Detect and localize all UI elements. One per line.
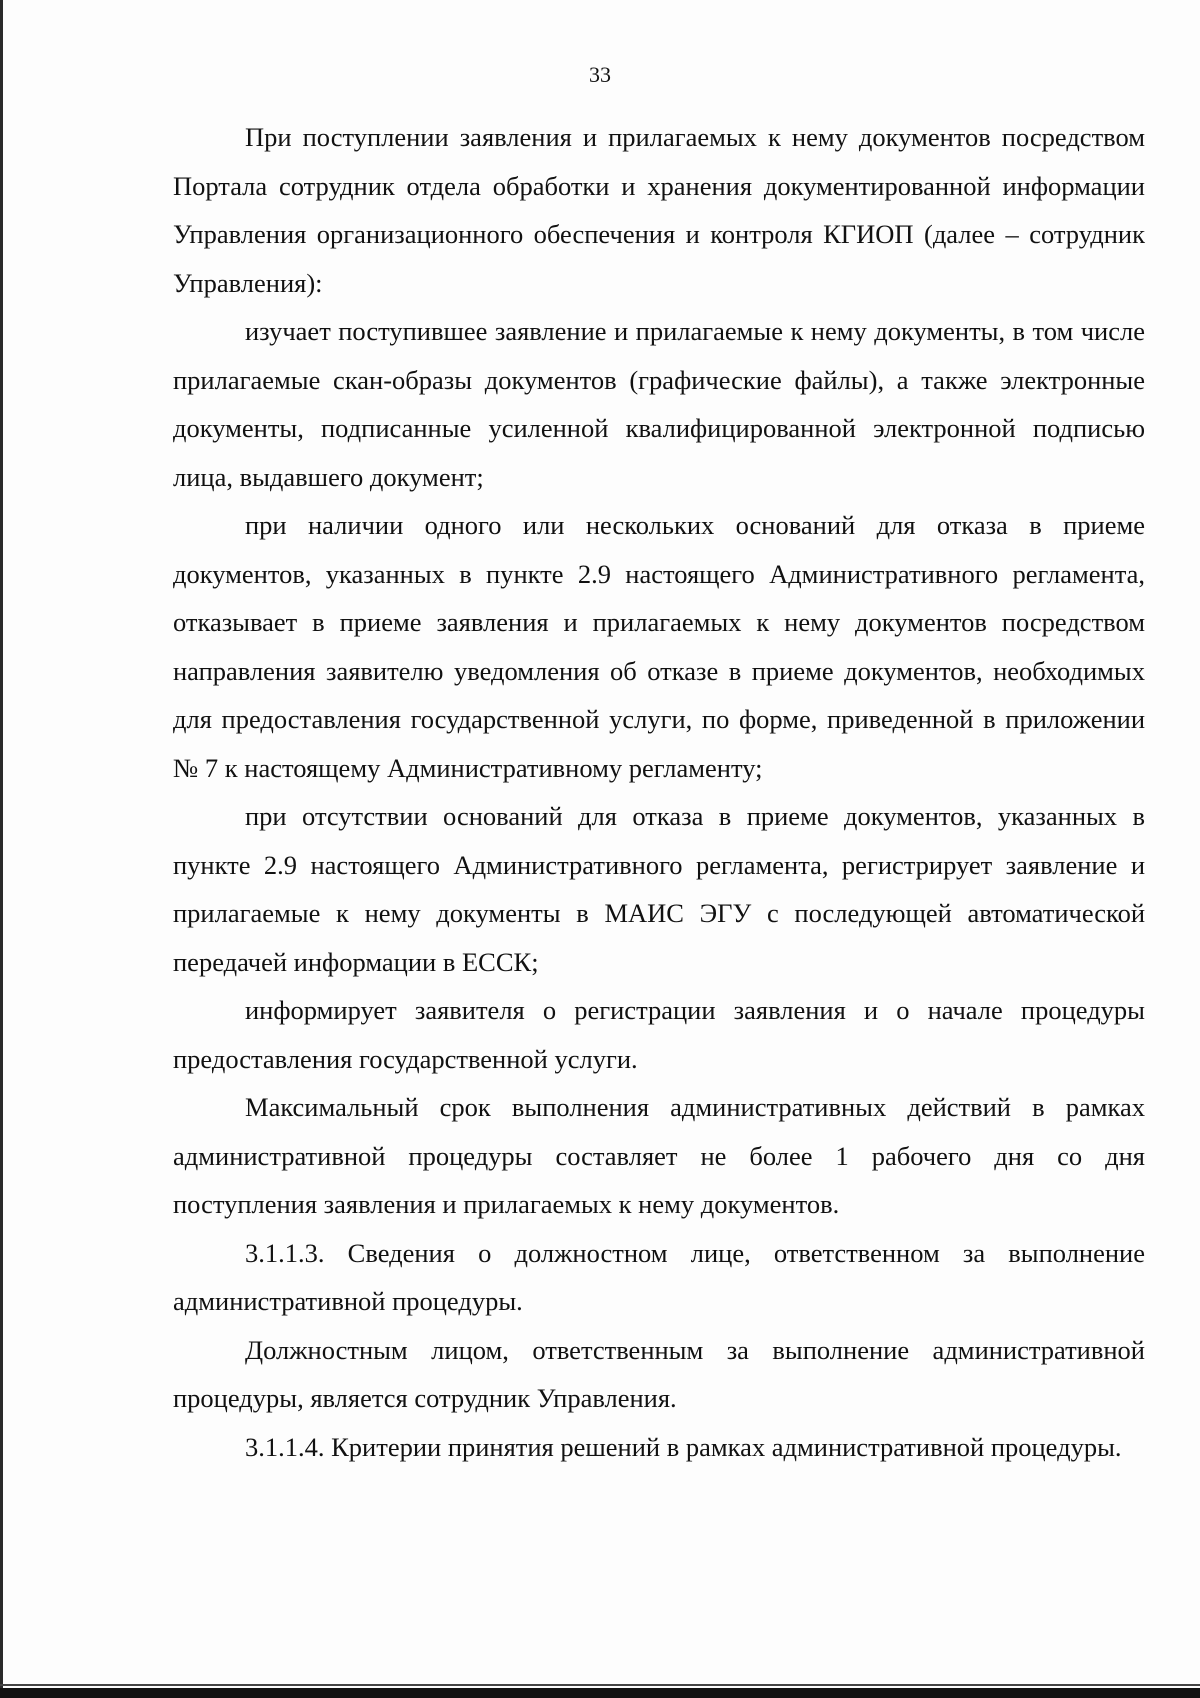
paragraph-max-term: Максимальный срок выполнения административных действий в рамках административной процедуры составляет не более 1 рабочего дня со дня поступления заявления и прилагаемых к нему документов. — [173, 1092, 1145, 1219]
paragraph-inform-applicant: информирует заявителя о регистрации заявления и о начале процедуры предоставления государственной услуги. — [173, 995, 1145, 1074]
scan-left-edge — [0, 0, 3, 1698]
paragraph-responsible-official: Должностным лицом, ответственным за выполнение административной процедуры, является сотрудник Управления. — [173, 1334, 1145, 1413]
paragraph-refusal-grounds: при наличии одного или нескольких оснований для отказа в приеме документов, указанных в пункте 2.9 настоящего Административного регламента, отказывает в приеме заявления и прилагаемых к нему документов посредством направления заявителю уведомления об отказе в приеме документов, необходимых для предоставления государственной услуги, по форме, приведенной в приложении № 7 к настоящему Административному регламенту; — [173, 510, 1145, 783]
section-heading-3-1-1-4: 3.1.1.4. Критерии принятия решений в рамках административной процедуры. — [245, 1431, 1122, 1462]
scan-bottom-line — [0, 1684, 1200, 1686]
paragraph-portal-intake: При поступлении заявления и прилагаемых к нему документов посредством Портала сотрудник отдела обработки и хранения документированной информации Управления организационного обеспечения и контроля КГИОП (далее – сотрудник Управления): — [173, 122, 1145, 298]
page-number: 33 — [589, 62, 611, 87]
paragraph-examine-documents: изучает поступившее заявление и прилагаемые к нему документы, в том числе прилагаемые скан-образы документов (графические файлы), а также электронные документы, подписанные усиленной квалифицированной электронной подписью лица, выдавшего документ; — [173, 316, 1145, 492]
paragraph-registration: при отсутствии оснований для отказа в приеме документов, указанных в пункте 2.9 настоящего Административного регламента, регистрирует заявление и прилагаемые к нему документы в МАИС ЭГУ с последующей автоматической передачей информации в ЕССК; — [173, 801, 1145, 977]
scan-bottom-edge — [0, 1688, 1200, 1698]
section-heading-3-1-1-3: 3.1.1.3. Сведения о должностном лице, ответственном за выполнение административной процедуры. — [173, 1237, 1145, 1316]
document-body — [173, 113, 1145, 1471]
